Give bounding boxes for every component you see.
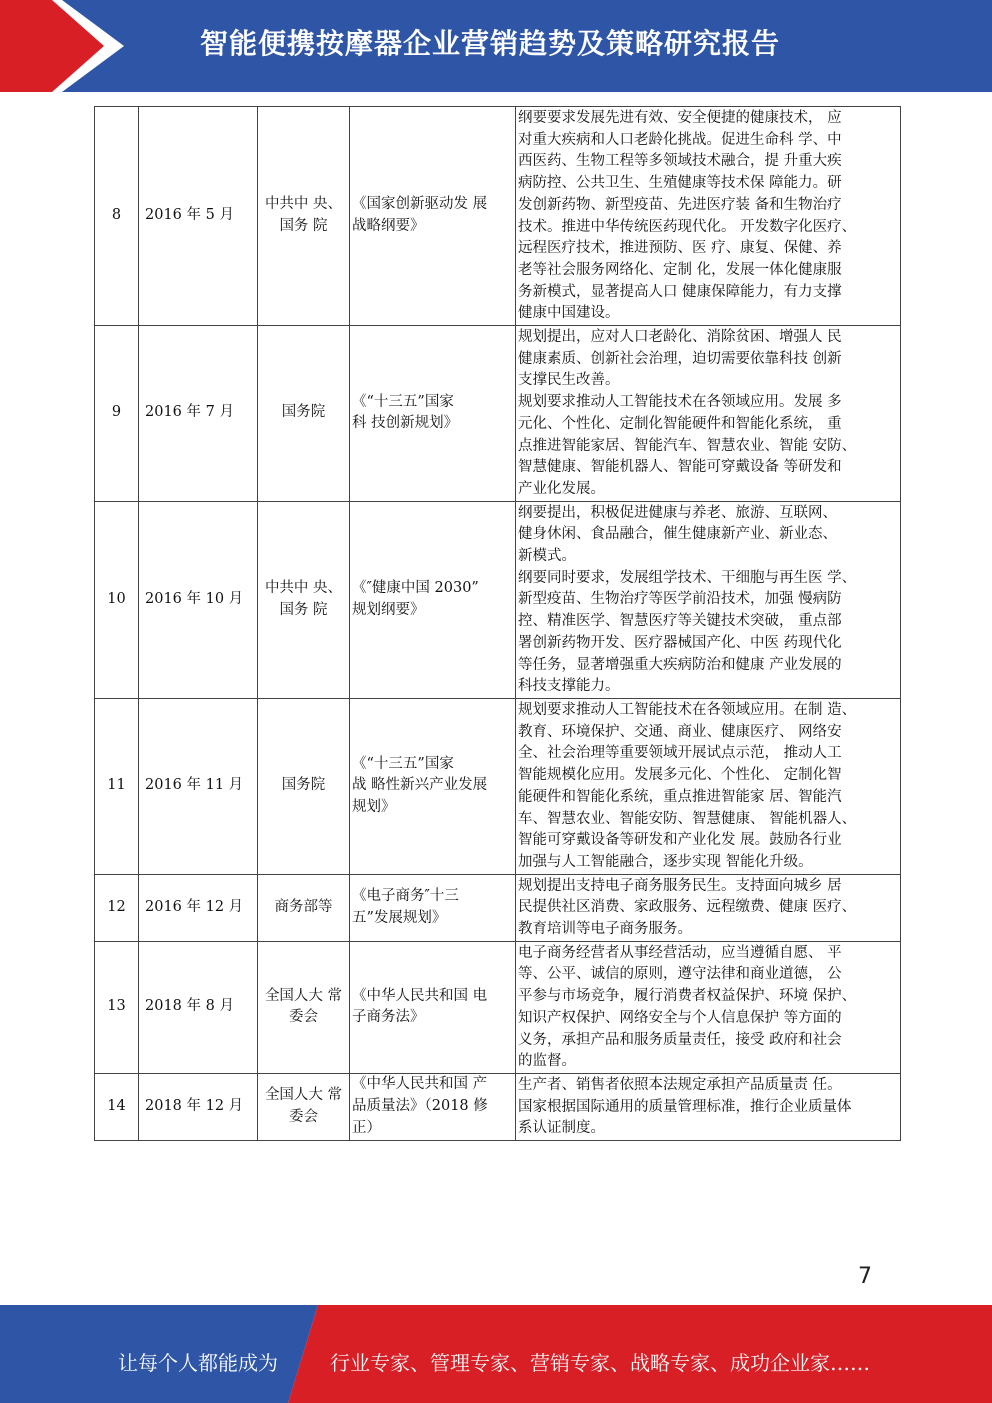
row-number: 8 (95, 107, 139, 326)
document-name-line: 《电子商务″十三 (352, 887, 459, 904)
issuing-body-line: 全国人大 常 (264, 987, 343, 1004)
document-name-line: 《“十三五”国家 (352, 755, 454, 772)
issue-date: 2016 年 12 月 (139, 874, 258, 941)
policy-summary-line: 健身休闲、食品融合，催生健康新产业、新业态、 (518, 526, 837, 543)
row-number: 10 (95, 501, 139, 698)
document-name-line: 规划》 (352, 799, 396, 816)
issue-date: 2016 年 11 月 (139, 698, 258, 874)
issuing-body-line: 中共中 央、 (264, 580, 343, 597)
policy-summary-line: 的监督。 (518, 1053, 576, 1070)
policy-summary-line: 署创新药物开发、医疗器械国产化、中医 药现代化 (518, 634, 842, 651)
document-name-line: 五”发展规划》 (352, 909, 447, 926)
document-name-line: 正） (352, 1119, 381, 1136)
document-name (350, 874, 516, 941)
policy-summary-line: 系认证制度。 (518, 1120, 605, 1137)
policy-summary-line: 民提供社区消费、家政服务、远程缴费、健康 医疗、 (518, 899, 857, 916)
policy-summary-line: 科技支撑能力。 (518, 678, 620, 695)
policy-summary-line: 健康中国建设。 (518, 305, 620, 322)
issuing-body-line: 全国人大 常 (264, 1087, 343, 1104)
policy-summary-line: 生产者、销售者依照本法规定承担产品质量责 任。 (518, 1076, 842, 1093)
footer-slogan-right: 行业专家、管理专家、营销专家、战略专家、成功企业家…… (330, 1351, 870, 1375)
policy-summary-line: 健康素质、创新社会治理，迫切需要依靠科技 创新 (518, 350, 842, 367)
document-name (350, 501, 516, 698)
policy-summary-line: 技术。推进中华传统医药现代化。 开发数字化医疗、 (518, 218, 857, 235)
policy-summary-line: 能硬件和智能化系统，重点推进智能家 居、智能汽 (518, 788, 842, 805)
policy-summary (516, 107, 901, 326)
policy-summary-line: 西医药、生物工程等多领域技术融合，提 升重大疾 (518, 153, 842, 170)
document-name-line: 子商务法》 (352, 1009, 425, 1026)
document-name (350, 698, 516, 874)
issuing-body-line: 商务部等 (274, 898, 333, 915)
policy-summary-line: 发创新药物、新型疫苗、先进医疗装 备和生物治疗 (518, 196, 842, 213)
policy-summary (516, 874, 901, 941)
report-title: 智能便携按摩器企业营销趋势及策略研究报告 (200, 27, 781, 60)
policy-summary-line: 规划要求推动人工智能技术在各领域应用。在制 造、 (518, 701, 857, 718)
policy-summary-line: 等任务，显著增强重大疾病防治和健康 产业发展的 (518, 656, 842, 673)
policy-summary-line: 平参与市场竞争，履行消费者权益保护、环境 保护、 (518, 988, 857, 1005)
table-row (95, 941, 901, 1073)
document-name (350, 1073, 516, 1140)
policy-summary-line: 规划提出支持电子商务服务民生。支持面向城乡 居 (518, 877, 842, 894)
document-name-line: 《″健康中国 2030” (352, 580, 479, 597)
policy-summary-line: 纲要要求发展先进有效、安全便捷的健康技术， 应 (518, 110, 842, 126)
document-name-line: 规划纲要》 (352, 601, 425, 618)
issuing-body-line: 委会 (289, 1009, 318, 1026)
document-name (350, 326, 516, 502)
row-number: 14 (95, 1073, 139, 1140)
table-row (95, 698, 901, 874)
policy-summary-line: 规划提出，应对人口老龄化、消除贫困、增强人 民 (518, 329, 842, 346)
policy-summary-line: 新模式。 (518, 548, 576, 565)
policy-summary-line: 国家根据国际通用的质量管理标准，推行企业质量体 (518, 1098, 852, 1115)
policy-summary-line: 元化、个性化、定制化智能硬件和智能化系统， 重 (518, 415, 842, 432)
policy-summary-line: 智能可穿戴设备等研发和产业化发 展。鼓励各行业 (518, 832, 842, 849)
row-number: 12 (95, 874, 139, 941)
issuing-body (258, 326, 350, 502)
issue-date: 2018 年 12 月 (139, 1073, 258, 1140)
table-row (95, 874, 901, 941)
issue-date: 2016 年 10 月 (139, 501, 258, 698)
page-number: 7 (858, 1264, 872, 1289)
issuing-body-line: 中共中 央、 (264, 196, 343, 213)
document-name (350, 107, 516, 326)
table-row (95, 501, 901, 698)
issuing-body-line: 委会 (289, 1108, 318, 1125)
issuing-body-line: 国务 院 (279, 601, 328, 618)
footer-band (0, 1305, 992, 1403)
row-number: 11 (95, 698, 139, 874)
policy-summary (516, 1073, 901, 1140)
policy-summary-line: 控、精准医学、智慧医疗等关键技术突破， 重点部 (518, 613, 842, 630)
policy-summary-line: 老等社会服务网络化、定制 化，发展一体化健康服 (518, 261, 842, 278)
issuing-body-line: 国务院 (281, 777, 326, 794)
document-name-line: 《国家创新驱动发 展 (352, 196, 488, 213)
issue-date: 2016 年 7 月 (139, 326, 258, 502)
issuing-body (258, 1073, 350, 1140)
document-name-line: 《“十三五”国家 (352, 393, 454, 410)
policy-summary (516, 326, 901, 502)
policy-summary-line: 智能规模化应用。发展多元化、个性化、 定制化智 (518, 767, 842, 784)
policy-summary-line: 智慧健康、智能机器人、智能可穿戴设备 等研发和 (518, 459, 842, 476)
policy-summary-line: 全、社会治理等重要领域开展试点示范， 推动人工 (518, 745, 842, 762)
policy-summary-line: 产业化发展。 (518, 480, 605, 497)
policy-summary-line: 教育、环境保护、交通、商业、健康医疗、 网络安 (518, 723, 842, 740)
policy-summary-line: 支撑民生改善。 (518, 372, 620, 389)
policy-summary-line: 等、公平、诚信的原则，遵守法律和商业道德， 公 (518, 966, 842, 983)
header-band (0, 0, 992, 92)
policy-summary-line: 车、智慧农业、智能安防、智慧健康、 智能机器人、 (518, 810, 857, 827)
row-number: 9 (95, 326, 139, 502)
table-row (95, 107, 901, 326)
footer-slogan-left: 让每个人都能成为 (118, 1351, 278, 1375)
policy-summary-line: 加强与人工智能融合，逐步实现 智能化升级。 (518, 853, 813, 870)
row-number: 13 (95, 941, 139, 1073)
policy-summary-line: 点推进智能家居、智能汽车、智慧农业、智能 安防、 (518, 437, 857, 454)
policy-summary (516, 501, 901, 698)
issuing-body-line: 国务院 (281, 404, 326, 421)
document-name-line: 《中华人民共和国 产 (352, 1076, 488, 1093)
policy-summary-line: 教育培训等电子商务服务。 (518, 921, 692, 938)
policy-summary-line: 纲要提出，积极促进健康与养老、旅游、互联网、 (518, 504, 837, 521)
document-name-line: 《中华人民共和国 电 (352, 987, 488, 1004)
policy-summary-line: 务新模式，显著提高人口 健康保障能力，有力支撑 (518, 283, 842, 300)
issue-date: 2018 年 8 月 (139, 941, 258, 1073)
issue-date: 2016 年 5 月 (139, 107, 258, 326)
policy-summary-line: 纲要同时要求，发展组学技术、干细胞与再生医 学、 (518, 569, 857, 586)
policy-table (94, 106, 901, 1141)
policy-summary-line: 新型疫苗、生物治疗等医学前沿技术，加强 慢病防 (518, 591, 842, 608)
issuing-body-line: 国务 院 (279, 218, 328, 235)
policy-summary-line: 远程医疗技术，推进预防、医 疗、康复、保健、养 (518, 240, 842, 257)
document-name-line: 科 技创新规划》 (352, 415, 459, 432)
document-name (350, 941, 516, 1073)
document-name-line: 战 略性新兴产业发展 (352, 777, 488, 794)
policy-summary-line: 知识产权保护、网络安全与个人信息保护 等方面的 (518, 1009, 842, 1026)
policy-summary-line: 病防控、公共卫生、生殖健康等技术保 障能力。研 (518, 175, 842, 192)
policy-summary (516, 941, 901, 1073)
policy-summary-line: 义务，承担产品和服务质量责任，接受 政府和社会 (518, 1031, 842, 1048)
table-row (95, 1073, 901, 1140)
table-row (95, 326, 901, 502)
document-name-line: 品质量法》（2018 修 (352, 1098, 488, 1115)
issuing-body (258, 107, 350, 326)
policy-summary-line: 对重大疾病和人口老龄化挑战。促进生命科 学、中 (518, 131, 842, 148)
issuing-body (258, 501, 350, 698)
policy-summary (516, 698, 901, 874)
issuing-body (258, 698, 350, 874)
issuing-body (258, 941, 350, 1073)
issuing-body (258, 874, 350, 941)
document-name-line: 战略纲要》 (352, 218, 425, 235)
policy-summary-line: 电子商务经营者从事经营活动，应当遵循自愿、 平 (518, 944, 842, 961)
policy-summary-line: 规划要求推动人工智能技术在各领域应用。发展 多 (518, 394, 842, 411)
